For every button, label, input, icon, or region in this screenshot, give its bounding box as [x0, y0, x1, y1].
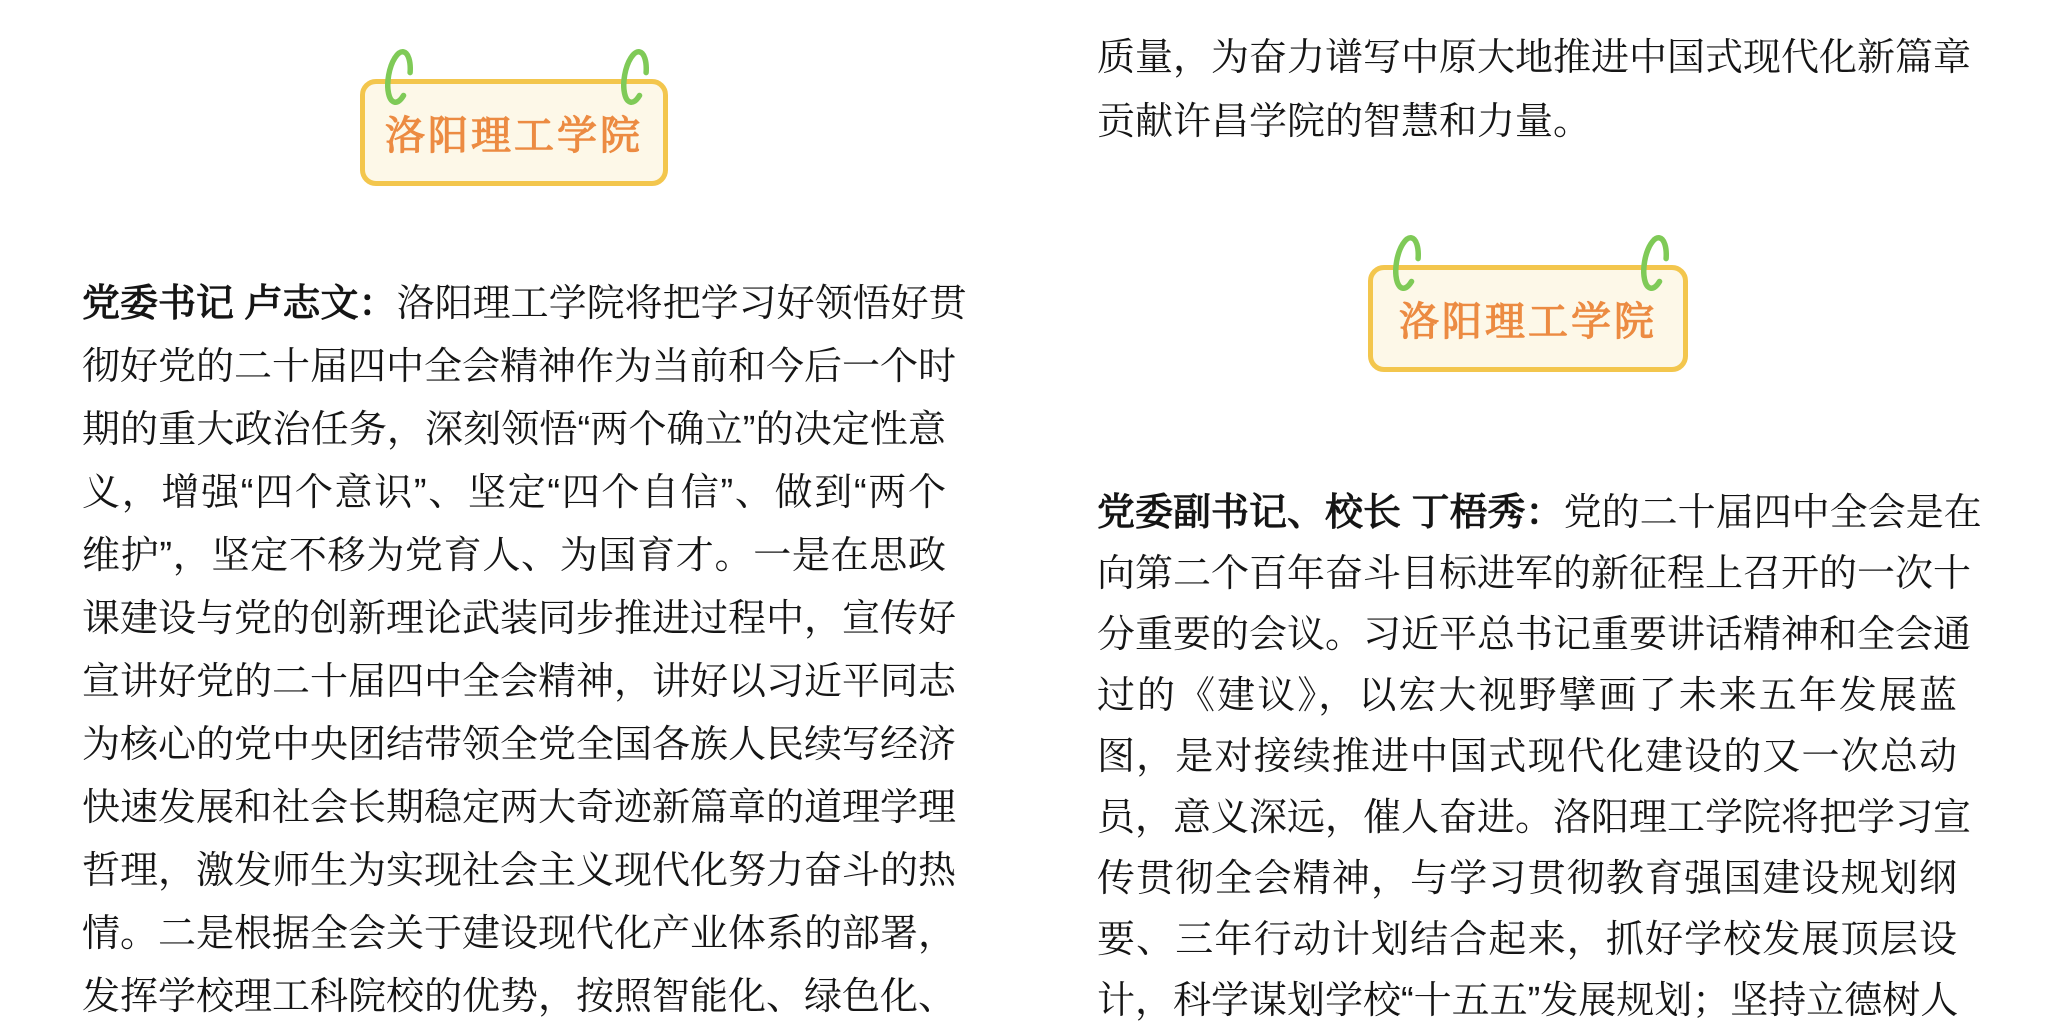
school-badge-label: 洛阳理工学院 — [1399, 300, 1657, 344]
text-line: 过的《建议》，以宏大视野擘画了未来五年发展蓝 — [1097, 675, 1957, 717]
text-line: 图，是对接续推进中国式现代化建设的又一次总动 — [1097, 736, 1957, 778]
text-segment: 党的二十届四中全会是在 — [1563, 492, 1982, 534]
text-line: 发挥学校理工科院校的优势，按照智能化、绿色化、 — [82, 976, 957, 1018]
text-line: 哲理，激发师生为实现社会主义现代化努力奋斗的热 — [82, 850, 957, 892]
text-line: 质量，为奋力谱写中原大地推进中国式现代化新篇章 — [1097, 37, 1972, 79]
text-line: 宣讲好党的二十届四中全会精神，讲好以习近平同志 — [82, 661, 957, 703]
text-line — [1097, 483, 1982, 544]
text-line: 员，意义深远，催人奋进。洛阳理工学院将把学习宣 — [1097, 797, 1972, 839]
binder-ring-icon — [1393, 234, 1421, 292]
text-line: 要、三年行动计划结合起来，抓好学校发展顶层设 — [1097, 919, 1957, 961]
text-line: 期的重大政治任务，深刻领悟“两个确立”的决定性意 — [82, 409, 946, 451]
left-paragraph — [82, 273, 967, 1024]
text-line: 义，增强“四个意识”、坚定“四个自信”、做到“两个 — [82, 472, 946, 514]
text-line: 维护”，坚定不移为党育人、为国育才。一是在思政 — [82, 535, 946, 577]
continuation-paragraph — [1097, 26, 1972, 154]
speaker-name: 党委书记 卢志文： — [82, 283, 397, 325]
text-line: 快速发展和社会长期稳定两大奇迹新篇章的道理学理 — [82, 787, 957, 829]
school-badge — [360, 79, 668, 186]
text-line: 为核心的党中央团结带领全党全国各族人民续写经济 — [82, 724, 957, 766]
school-badge-label: 洛阳理工学院 — [385, 114, 643, 158]
right-paragraph — [1097, 483, 1982, 1024]
school-badge — [1368, 265, 1688, 372]
text-line: 传贯彻全会精神，与学习贯彻教育强国建设规划纲 — [1097, 858, 1957, 900]
text-line: 情。二是根据全会关于建设现代化产业体系的部署， — [82, 913, 957, 955]
text-line: 贡献许昌学院的智慧和力量。 — [1097, 101, 1592, 143]
text-line: 向第二个百年奋斗目标进军的新征程上召开的一次十 — [1097, 553, 1972, 595]
text-line: 计，科学谋划学校“十五五”发展规划；坚持立德树人 — [1097, 980, 1959, 1022]
binder-ring-icon — [385, 48, 413, 106]
text-segment: 洛阳理工学院将把学习好领悟好贯 — [396, 283, 967, 325]
text-line: 课建设与党的创新理论武装同步推进过程中，宣传好 — [82, 598, 957, 640]
speaker-name: 党委副书记、校长 丁梧秀： — [1097, 492, 1564, 534]
text-line: 彻好党的二十届四中全会精神作为当前和今后一个时 — [82, 346, 957, 388]
text-line: 分重要的会议。习近平总书记重要讲话精神和全会通 — [1097, 614, 1972, 656]
binder-ring-icon — [621, 48, 649, 106]
text-line — [82, 273, 967, 336]
binder-ring-icon — [1641, 234, 1669, 292]
